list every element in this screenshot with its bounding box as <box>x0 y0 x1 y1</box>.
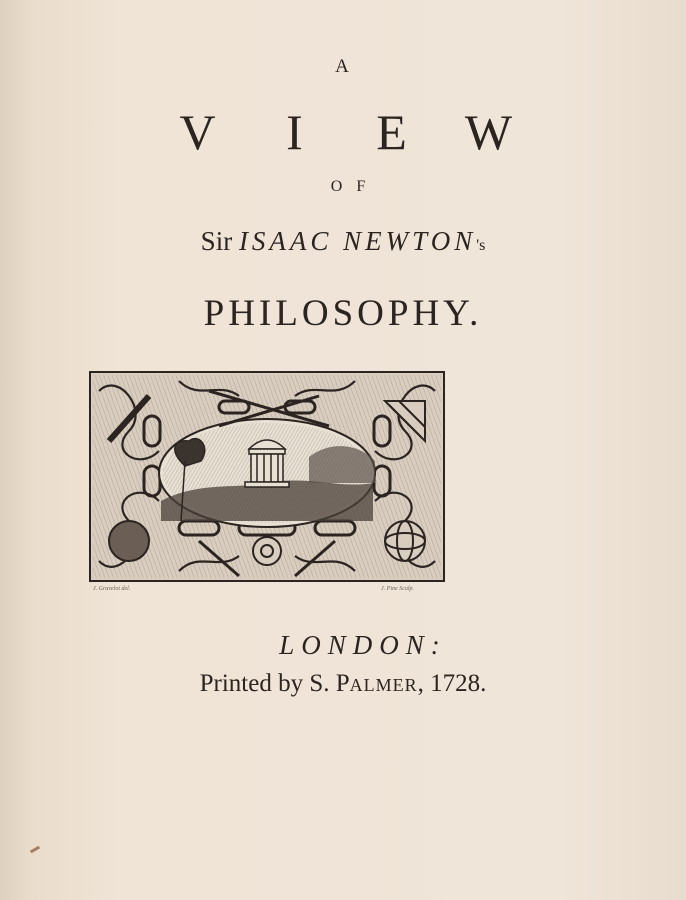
imprint-printer-initial: S. P <box>309 670 350 697</box>
title-view <box>0 103 686 161</box>
imprint-printer-rest: ALMER <box>349 675 418 695</box>
view-letter: I <box>286 104 303 160</box>
engraved-vignette <box>89 371 445 582</box>
title-author-line <box>0 226 686 257</box>
title-article: A <box>335 56 351 77</box>
title-sir: Sir <box>200 226 233 256</box>
view-letter: W <box>464 104 513 160</box>
imprint-line <box>0 670 686 698</box>
title-author-name: ISAAC NEWTON <box>238 226 477 256</box>
vignette-credit-draughtsman: J. Gravelot del. <box>93 586 131 592</box>
view-letter: V <box>179 104 216 160</box>
imprint-place: LONDON: <box>279 630 447 660</box>
view-letter: E <box>376 104 407 160</box>
imprint-printed-by: Printed by <box>199 670 304 697</box>
vignette-credit-engraver: J. Pine Sculp. <box>381 586 414 592</box>
ink-smudge <box>30 846 40 854</box>
title-possessive: 's <box>476 237 486 254</box>
title-of: OF <box>330 178 380 195</box>
title-subject: PHILOSOPHY. <box>203 293 483 334</box>
imprint-year: , 1728. <box>417 670 487 697</box>
